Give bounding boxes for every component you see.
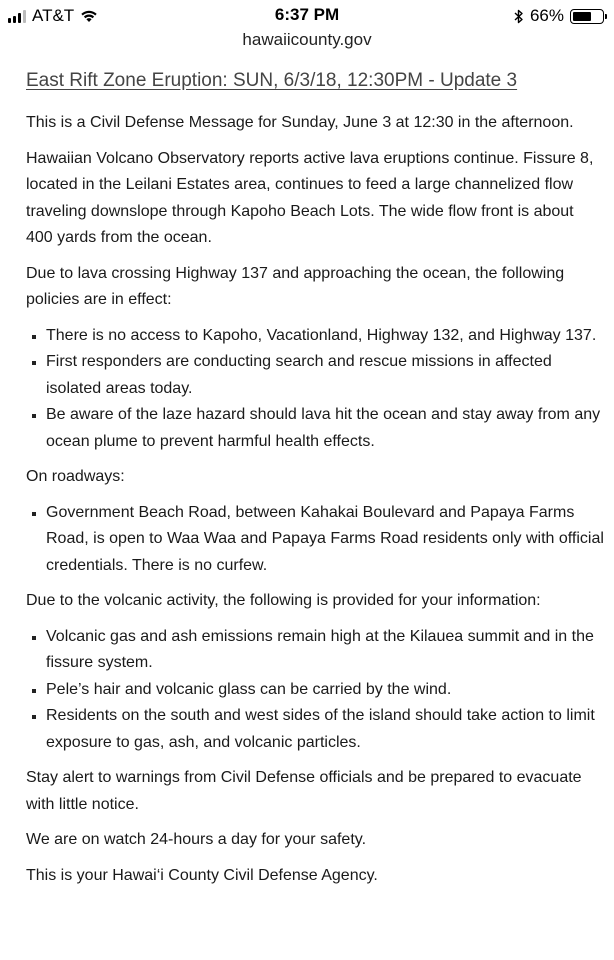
status-bar bbox=[0, 0, 614, 32]
roadways-list bbox=[26, 500, 604, 580]
watch-paragraph: We are on watch 24-hours a day for your safety. bbox=[26, 831, 367, 848]
list-item: Pele’s hair and volcanic glass can be carried by the wind. bbox=[46, 677, 604, 704]
policies-list bbox=[26, 323, 604, 456]
signoff-paragraph: This is your Hawai‘i County Civil Defense Agency. bbox=[26, 866, 378, 884]
policies-intro: Due to lava crossing Highway 137 and approaching the ocean, the following policies are in effect: bbox=[26, 264, 565, 308]
intro-paragraph: This is a Civil Defense Message for Sunday, June 3 at 12:30 in the afternoon. bbox=[26, 114, 574, 131]
status-right bbox=[514, 6, 604, 26]
observatory-paragraph: Hawaiian Volcano Observatory reports active lava eruptions continue. Fissure 8, located in the Leilani Estates area, continues to feed a large channelized flow traveling downslope through Kapoho Beach Lots. The wide flow front is about 400 yards from the ocean. bbox=[26, 149, 594, 246]
article bbox=[26, 68, 604, 898]
battery-fill bbox=[573, 12, 591, 21]
roadways-intro: On roadways: bbox=[26, 468, 125, 485]
clock: 6:37 PM bbox=[274, 5, 340, 24]
info-list bbox=[26, 624, 604, 757]
battery-icon bbox=[570, 9, 604, 24]
alert-paragraph: Stay alert to warnings from Civil Defense officials and be prepared to evacuate with little notice. bbox=[26, 769, 582, 813]
article-title[interactable]: East Rift Zone Eruption: SUN, 6/3/18, 12:30PM - Update 3 bbox=[26, 70, 518, 91]
list-item: Government Beach Road, between Kahakai Boulevard and Papaya Farms Road, is open to Waa Waa and Papaya Farms Road residents only with official credentials. There is no curfew. bbox=[46, 500, 604, 580]
battery-percent: 66% bbox=[529, 6, 564, 25]
list-item: First responders are conducting search and rescue missions in affected isolated areas today. bbox=[46, 349, 604, 402]
list-item: Be aware of the laze hazard should lava hit the ocean and stay away from any ocean plume to prevent harmful health effects. bbox=[46, 402, 604, 455]
list-item: Volcanic gas and ash emissions remain high at the Kilauea summit and in the fissure system. bbox=[46, 624, 604, 677]
bluetooth-icon bbox=[514, 9, 524, 24]
carrier-label: AT&T bbox=[32, 6, 75, 25]
list-item: There is no access to Kapoho, Vacationland, Highway 132, and Highway 137. bbox=[46, 323, 604, 350]
url-bar[interactable]: hawaiicounty.gov bbox=[242, 30, 372, 49]
info-intro: Due to the volcanic activity, the following is provided for your information: bbox=[26, 592, 541, 609]
list-item: Residents on the south and west sides of the island should take action to limit exposure to gas, ash, and volcanic particles. bbox=[46, 703, 604, 756]
